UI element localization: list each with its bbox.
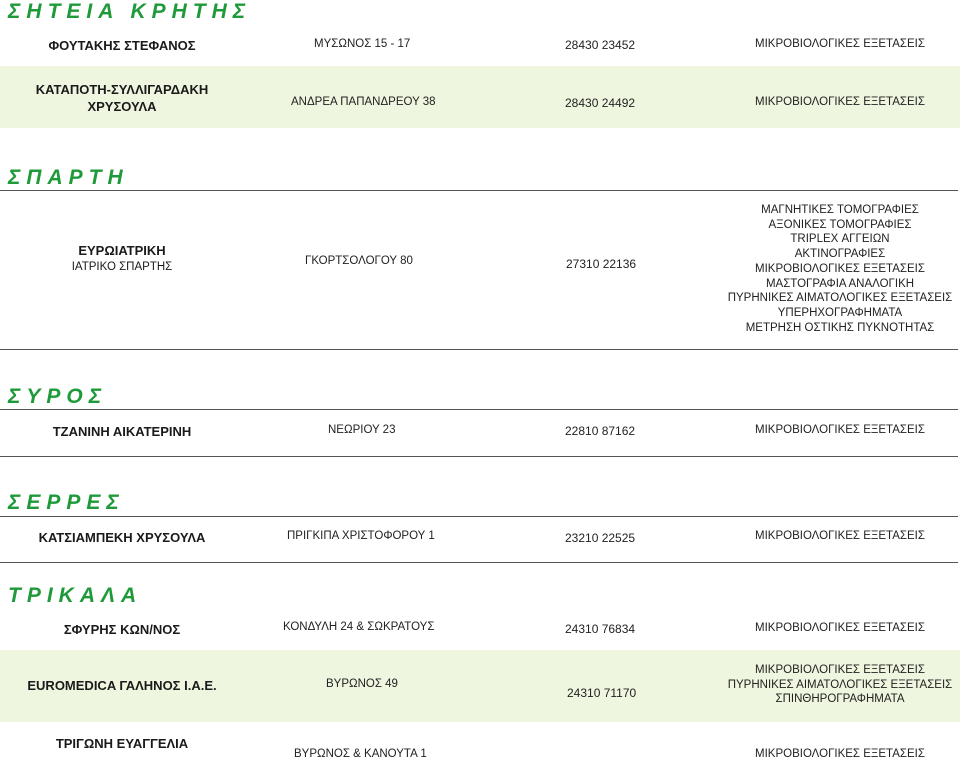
table-row [0, 650, 960, 722]
service-item: ΜΙΚΡΟΒΙΟΛΟΓΙΚΕΣ ΕΞΕΤΑΣΕΙΣ [755, 664, 925, 676]
service-item: ΥΠΕΡΗΧΟΓΡΑΦΗΜΑΤΑ [777, 306, 903, 319]
service-item: ΜΙΚΡΟΒΙΟΛΟΓΙΚΕΣ ΕΞΕΤΑΣΕΙΣ [755, 96, 925, 108]
divider [0, 516, 958, 517]
table-row [0, 66, 960, 128]
table-row [0, 518, 960, 560]
section-title-serres: ΣΕΡΡΕΣ [8, 491, 125, 514]
provider-name-line2: ΧΡΥΣΟΥΛΑ [87, 99, 157, 114]
provider-phone: 24310 76834 [565, 622, 636, 636]
service-item: ΠΥΡΗΝΙΚΕΣ ΑΙΜΑΤΟΛΟΓΙΚΕΣ ΕΞΕΤΑΣΕΙΣ [727, 678, 953, 691]
provider-phone: 28430 23452 [565, 38, 636, 52]
provider-name: ΣΦΥΡΗΣ ΚΩΝ/ΝΟΣ [63, 622, 181, 637]
section-title-syros: ΣΥΡΟΣ [8, 385, 108, 408]
provider-address: ΒΥΡΩΝΟΣ & ΚΑΝΟΥΤΑ 1 [294, 748, 427, 760]
section-title-siteia: ΣΗΤΕΙΑ ΚΡΗΤΗΣ [8, 0, 252, 23]
provider-name: ΤΡΙΓΩΝΗ ΕΥΑΓΓΕΛΙΑ [55, 736, 189, 751]
divider [0, 562, 958, 563]
provider-name-line2: ΙΑΤΡΙΚΟ ΣΠΑΡΤΗΣ [71, 261, 173, 273]
provider-address: ΝΕΩΡΙΟΥ 23 [328, 424, 396, 436]
provider-address: ΠΡΙΓΚΙΠΑ ΧΡΙΣΤΟΦΟΡΟΥ 1 [287, 530, 435, 542]
provider-phone: 28430 24492 [565, 96, 636, 110]
provider-phone: 27310 22136 [566, 257, 637, 271]
provider-name [0, 81, 244, 115]
provider-address: ΚΟΝΔΥΛΗ 24 & ΣΩΚΡΑΤΟΥΣ [283, 621, 435, 633]
provider-name-line1: ΚΑΤΑΠΟΤΗ-ΣΥΛΛΙΓΑΡΔΑΚΗ [35, 82, 209, 97]
table-row [0, 722, 960, 765]
provider-phone: 23210 22525 [565, 531, 636, 545]
service-item: ΑΚΤΙΝΟΓΡΑΦΙΕΣ [794, 248, 886, 261]
service-item: ΜΙΚΡΟΒΙΟΛΟΓΙΚΕΣ ΕΞΕΤΑΣΕΙΣ [755, 38, 925, 50]
divider [0, 456, 958, 457]
provider-address: ΒΥΡΩΝΟΣ 49 [326, 678, 398, 690]
section-title-sparti: ΣΠΑΡΤΗ [8, 166, 129, 189]
provider-name: EUROMEDICA ΓΑΛΗΝΟΣ Ι.Α.Ε. [27, 678, 217, 693]
services-list [720, 203, 960, 335]
provider-name: ΚΑΤΣΙΑΜΠΕΚΗ ΧΡΥΣΟΥΛΑ [38, 530, 206, 545]
provider-name: ΦΟΥΤΑΚΗΣ ΣΤΕΦΑΝΟΣ [48, 38, 196, 53]
divider [0, 190, 958, 191]
service-item: ΜΙΚΡΟΒΙΟΛΟΓΙΚΕΣ ΕΞΕΤΑΣΕΙΣ [755, 262, 925, 275]
provider-name [0, 242, 244, 276]
service-item: ΜΑΓΝΗΤΙΚΕΣ ΤΟΜΟΓΡΑΦΙΕΣ [761, 204, 919, 216]
table-row [0, 412, 960, 454]
table-row [0, 26, 960, 66]
provider-address: ΜΥΣΩΝΟΣ 15 - 17 [314, 38, 411, 50]
service-item: ΜΙΚΡΟΒΙΟΛΟΓΙΚΕΣ ΕΞΕΤΑΣΕΙΣ [755, 748, 925, 760]
service-item: ΜΙΚΡΟΒΙΟΛΟΓΙΚΕΣ ΕΞΕΤΑΣΕΙΣ [755, 424, 925, 436]
service-item: ΜΕΤΡΗΣΗ ΟΣΤΙΚΗΣ ΠΥΚΝΟΤΗΤΑΣ [745, 321, 935, 334]
service-item: ΜΙΚΡΟΒΙΟΛΟΓΙΚΕΣ ΕΞΕΤΑΣΕΙΣ [755, 622, 925, 634]
divider [0, 349, 958, 350]
table-row [0, 196, 960, 346]
provider-phone: 24310 71170 [567, 686, 637, 700]
provider-address: ΓΚΟΡΤΣΟΛΟΓΟΥ 80 [305, 255, 413, 267]
service-item: ΑΞΟΝΙΚΕΣ ΤΟΜΟΓΡΑΦΙΕΣ [768, 218, 912, 231]
provider-address: ΑΝΔΡΕΑ ΠΑΠΑΝΔΡΕΟΥ 38 [291, 96, 436, 108]
service-item: ΜΙΚΡΟΒΙΟΛΟΓΙΚΕΣ ΕΞΕΤΑΣΕΙΣ [755, 530, 925, 542]
provider-name: ΤΖΑΝΙΝΗ ΑΙΚΑΤΕΡΙΝΗ [52, 424, 192, 439]
section-title-trikala: ΤΡΙΚΑΛΑ [8, 584, 143, 607]
provider-phone: 22810 87162 [565, 424, 636, 438]
table-row [0, 608, 960, 650]
service-item: TRIPLEX ΑΓΓΕΙΩΝ [790, 233, 890, 246]
service-item: ΠΥΡΗΝΙΚΕΣ ΑΙΜΑΤΟΛΟΓΙΚΕΣ ΕΞΕΤΑΣΕΙΣ [727, 292, 953, 305]
service-item: ΣΠΙΝΘΗΡΟΓΡΑΦΗΜΑΤΑ [775, 693, 905, 706]
service-item: ΜΑΣΤΟΓΡΑΦΙΑ ΑΝΑΛΟΓΙΚΗ [765, 277, 915, 290]
divider [0, 409, 958, 410]
provider-name-line1: ΕΥΡΩΙΑΤΡΙΚΗ [78, 243, 166, 258]
services-list [720, 663, 960, 707]
